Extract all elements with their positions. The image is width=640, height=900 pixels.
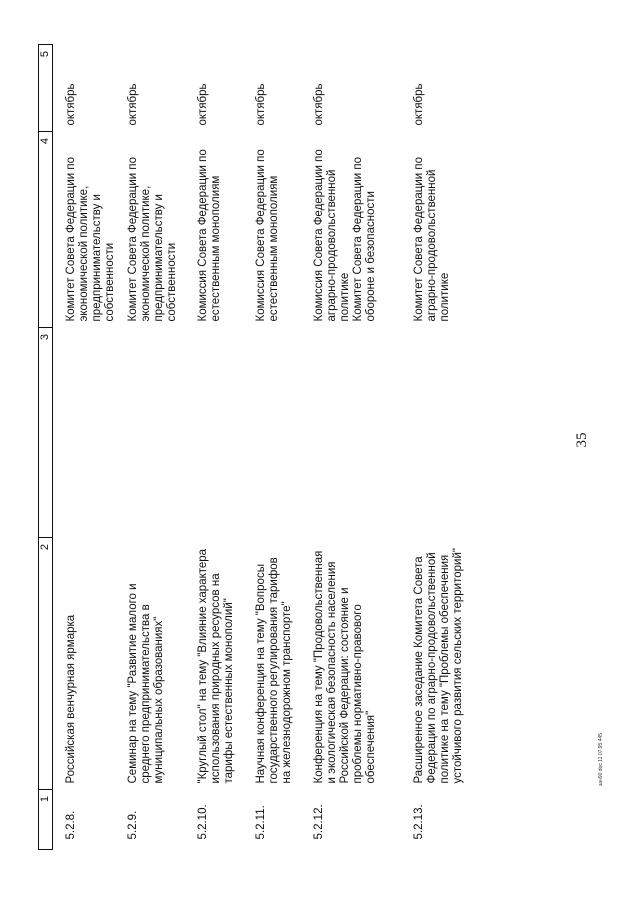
column-number-5: 5 (39, 45, 53, 132)
organizer: Комитет Совета Федерации по аграрно-продовольственной политике (413, 157, 451, 322)
event-title: Расширенное заседание Комитета Совета Федерации по аграрно-продовольственной политике на тему "Проблемы обеспечения устойчивого развития сельских территорий" (413, 548, 464, 784)
organizer: Комиссия Совета Федерации по аграрно-продовольственной политике (313, 149, 351, 322)
column-3-cell (249, 328, 307, 538)
item-number: 5.2.8. (65, 810, 77, 840)
organizer: Комитет Совета Федерации по экономической политике, предпринимательству и собственности (65, 157, 116, 322)
column-number-row (39, 45, 53, 850)
column-3-cell (191, 328, 249, 538)
item-number: 5.2.10. (197, 804, 209, 840)
term: октябрь (255, 83, 267, 126)
column-3-cell (307, 328, 407, 538)
event-title: Научная конференция на тему "Вопросы государственного регулирования тарифов на железнодорожном транспорте" (255, 557, 293, 784)
table-row (307, 45, 407, 850)
table-row (191, 45, 249, 850)
organizer: Комиссия Совета Федерации по естественным монополиям (197, 149, 222, 322)
column-number-1: 1 (39, 790, 53, 850)
term: октябрь (413, 83, 425, 126)
table-row (407, 45, 487, 850)
event-title: Российская венчурная ярмарка (65, 614, 77, 784)
column-3-cell (59, 328, 121, 538)
event-title: "Круглый стол" на тему "Влияние характера использования природных ресурсов на тарифы естественных монополий" (197, 548, 235, 784)
organizer-extra: Комитет Совета Федерации по обороне и безопасности (352, 157, 377, 322)
column-3-cell (407, 328, 487, 538)
event-title: Семинар на тему "Развитие малого и среднего предпринимательства в муниципальных образованиях" (127, 583, 165, 784)
table-row (121, 45, 191, 850)
organizer: Комитет Совета Федерации по экономической политике, предпринимательству и собственности (127, 157, 178, 322)
term: октябрь (197, 83, 209, 126)
column-number-3: 3 (39, 328, 53, 538)
column-number-2: 2 (39, 538, 53, 790)
event-title: Конференция на тему "Продовольственная и экологическая безопасность населения Российской Федерации: состояние и проблемы нормативно-правового обеспечения" (313, 550, 377, 784)
term: октябрь (65, 83, 77, 126)
item-number: 5.2.13. (413, 804, 425, 840)
term: октябрь (127, 83, 139, 126)
column-number-4: 4 (39, 132, 53, 328)
schedule-table (38, 44, 487, 850)
organizer: Комиссия Совета Федерации по естественным монополиям (255, 149, 280, 322)
column-3-cell (121, 328, 191, 538)
item-number: 5.2.11. (255, 805, 267, 840)
organizer-cell (307, 132, 407, 328)
footer-note: зан90.doc 11.07.95 445 (598, 732, 604, 786)
item-number: 5.2.12. (313, 804, 325, 840)
table-row (249, 45, 307, 850)
page-number: 35 (574, 432, 590, 448)
item-number: 5.2.9. (127, 810, 139, 840)
term: октябрь (313, 83, 325, 126)
table-row (59, 45, 121, 850)
